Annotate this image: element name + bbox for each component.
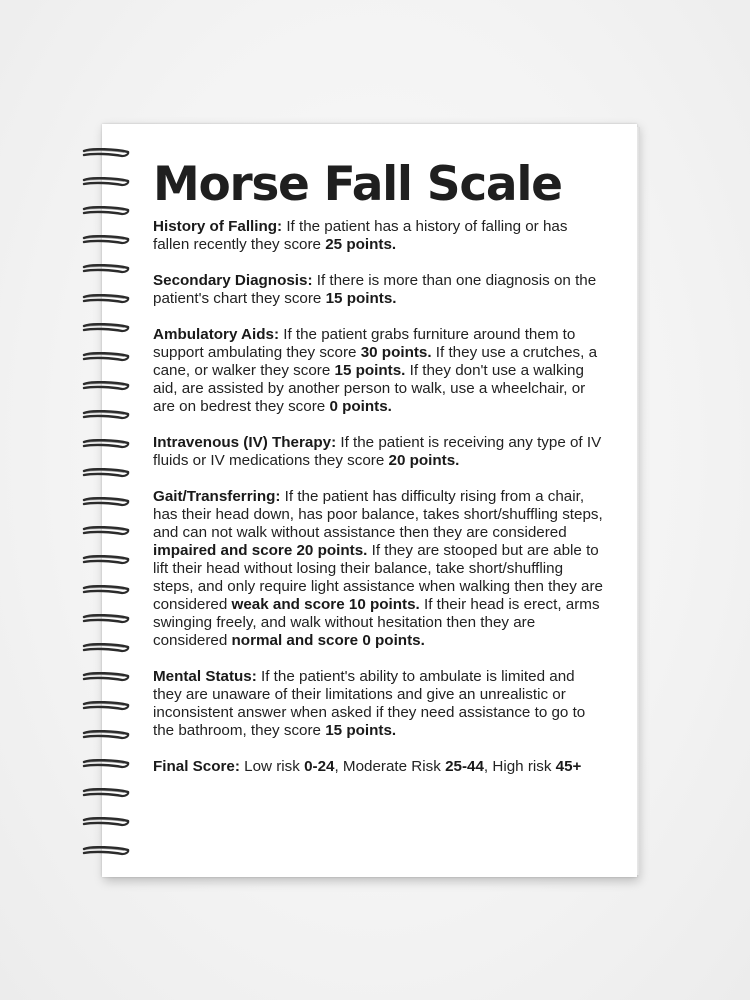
section-label: Mental Status:	[153, 668, 257, 685]
spiral-coil	[82, 174, 130, 184]
spiral-coil	[82, 698, 130, 708]
spiral-coil	[82, 756, 130, 766]
spiral-coil	[82, 291, 130, 301]
notebook-cover-text	[153, 155, 603, 794]
section-secondary-diagnosis	[153, 272, 603, 308]
section-text: If they are stooped but are able to lift their head without losing their balance, take short/shuffling steps, and only require light assistance when walking then they are considered	[153, 542, 603, 613]
spiral-coil	[82, 436, 130, 446]
spiral-coil	[82, 582, 130, 592]
section-mental-status	[153, 668, 603, 740]
section-text: If they use a crutches, a cane, or walker they score	[153, 344, 598, 379]
page-edge	[637, 127, 640, 875]
section-label: Intravenous (IV) Therapy:	[153, 434, 337, 451]
section-score: normal and score 0 points.	[231, 632, 425, 649]
spiral-coil	[82, 523, 130, 533]
spiral-coil	[82, 494, 130, 504]
section-score: 0 points.	[329, 398, 392, 415]
section-text: If the patient's ability to ambulate is limited and they are unaware of their limitations and give an unrealistic or inconsistent answer when asked if they need assistance to go to the bathroom, they score	[153, 668, 586, 739]
section-text: If the patient has a history of falling or has fallen recently they score	[153, 218, 568, 253]
section-text: If there is more than one diagnosis on the patient's chart they score	[153, 272, 597, 307]
section-history-of-falling	[153, 218, 603, 254]
section-score: 30 points.	[360, 344, 432, 361]
spiral-coil	[82, 261, 130, 271]
spiral-coil	[82, 145, 130, 155]
section-text: If the patient grabs furniture around them to support ambulating they score	[153, 326, 576, 361]
spiral-binding	[82, 145, 132, 857]
section-label: Final Score:	[153, 758, 240, 775]
section-score: impaired and score 20 points.	[153, 542, 368, 559]
page-title: Morse Fall Scale	[153, 157, 562, 212]
section-label: History of Falling:	[153, 218, 283, 235]
spiral-coil	[82, 552, 130, 562]
section-score: 15 points.	[334, 362, 406, 379]
section-score: 45+	[555, 758, 582, 775]
section-text: If the patient is receiving any type of IV fluids or IV medications they score	[153, 434, 602, 469]
section-ambulatory-aids	[153, 326, 603, 416]
spiral-coil	[82, 640, 130, 650]
section-text: If the patient has difficulty rising from a chair, has their head down, has poor balance, takes short/shuffling steps, and can not walk without assistance then they are considered	[153, 488, 603, 541]
spiral-coil	[82, 669, 130, 679]
section-score: 20 points.	[388, 452, 460, 469]
section-score: weak and score 10 points.	[231, 596, 420, 613]
spiral-coil	[82, 320, 130, 330]
section-gait-transferring	[153, 488, 603, 650]
section-label: Gait/Transferring:	[153, 488, 281, 505]
spiral-coil	[82, 232, 130, 242]
spiral-coil	[82, 378, 130, 388]
spiral-coil	[82, 611, 130, 621]
section-score: 25 points.	[325, 236, 397, 253]
section-text: If their head is erect, arms swinging freely, and walk without hesitation then they are considered	[153, 596, 600, 649]
spiral-coil	[82, 465, 130, 475]
section-iv-therapy	[153, 434, 603, 470]
section-text: , Moderate Risk	[334, 758, 446, 775]
spiral-coil	[82, 203, 130, 213]
section-score: 15 points.	[325, 722, 397, 739]
section-text: Low risk	[239, 758, 305, 775]
section-score: 25-44	[445, 758, 484, 775]
section-final-score	[153, 758, 603, 776]
spiral-coil	[82, 349, 130, 359]
section-text: If they don't use a walking aid, are assisted by another person to walk, use a wheelchair, or are on bedrest they score	[153, 362, 586, 415]
spiral-coil	[82, 785, 130, 795]
section-text: , High risk	[483, 758, 556, 775]
spiral-coil	[82, 407, 130, 417]
section-score: 15 points.	[325, 290, 397, 307]
section-label: Ambulatory Aids:	[153, 326, 280, 343]
spiral-coil	[82, 727, 130, 737]
spiral-coil	[82, 814, 130, 824]
section-score: 0-24	[304, 758, 335, 775]
section-label: Secondary Diagnosis:	[153, 272, 313, 289]
spiral-coil	[82, 843, 130, 853]
